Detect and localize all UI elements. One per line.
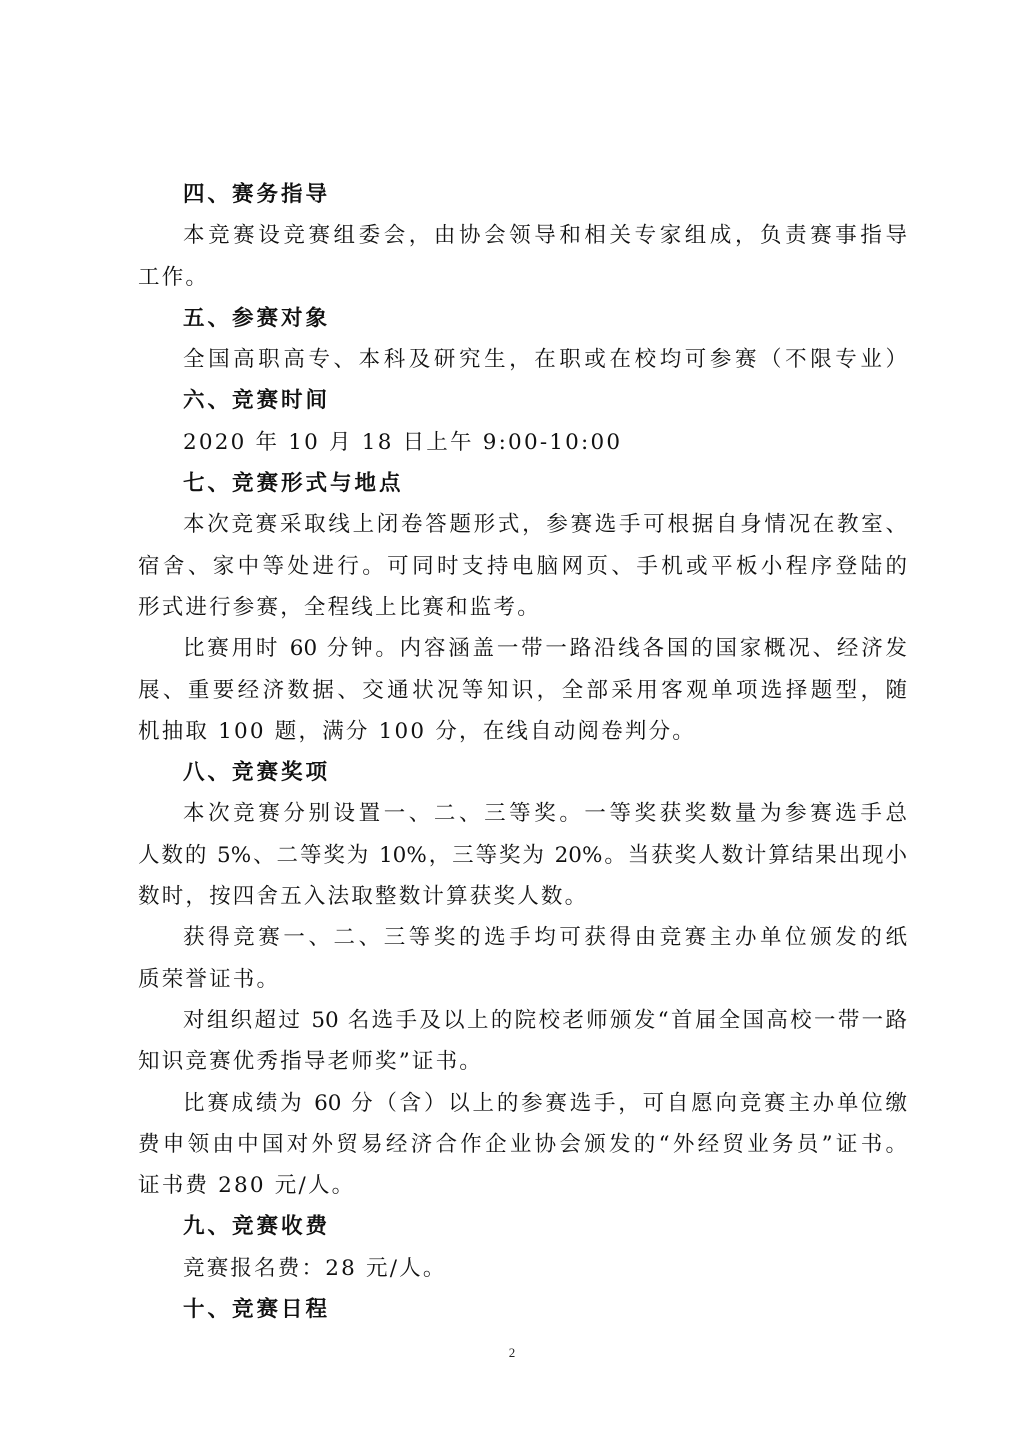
paragraph-line: 知识竞赛优秀指导老师奖”证书。 xyxy=(138,1049,483,1075)
paragraph-line: 2020 年 10 月 18 日上午 9:00-10:00 xyxy=(183,429,623,455)
paragraph-line: 本次竞赛采取线上闭卷答题形式，参赛选手可根据自身情况在教室、 xyxy=(183,512,907,538)
document-body xyxy=(138,174,907,1330)
paragraph-line: 比赛用时 60 分钟。内容涵盖一带一路沿线各国的国家概况、经济发 xyxy=(183,636,907,662)
paragraph-line: 质荣誉证书。 xyxy=(138,966,281,992)
section-heading-7: 七、竞赛形式与地点 xyxy=(183,471,404,497)
paragraph-line: 证书费 280 元/人。 xyxy=(138,1173,356,1199)
paragraph-line: 形式进行参赛，全程线上比赛和监考。 xyxy=(138,594,541,620)
paragraph-line: 展、重要经济数据、交通状况等知识，全部采用客观单项选择题型，随 xyxy=(138,677,907,703)
paragraph-line: 数时，按四舍五入法取整数计算获奖人数。 xyxy=(138,884,589,910)
paragraph-line: 宿舍、家中等处进行。可同时支持电脑网页、手机或平板小程序登陆的 xyxy=(138,553,907,579)
paragraph-line: 对组织超过 50 名选手及以上的院校老师颁发“首届全国高校一带一路 xyxy=(183,1007,907,1033)
paragraph-line: 全国高职高专、本科及研究生，在职或在校均可参赛（不限专业） xyxy=(183,347,907,373)
paragraph-line: 获得竞赛一、二、三等奖的选手均可获得由竞赛主办单位颁发的纸 xyxy=(183,925,907,951)
paragraph-line: 人数的 5%、二等奖为 10%，三等奖为 20%。当获奖人数计算结果出现小 xyxy=(138,842,907,868)
paragraph-line: 工作。 xyxy=(138,264,210,290)
paragraph-line: 费申领由中国对外贸易经济合作企业协会颁发的“外经贸业务员”证书。 xyxy=(138,1131,907,1157)
paragraph-line: 比赛成绩为 60 分（含）以上的参赛选手，可自愿向竞赛主办单位缴 xyxy=(183,1090,907,1116)
paragraph-line: 竞赛报名费：28 元/人。 xyxy=(183,1255,447,1281)
paragraph-line: 本竞赛设竞赛组委会，由协会领导和相关专家组成，负责赛事指导 xyxy=(183,223,907,249)
section-heading-9: 九、竞赛收费 xyxy=(183,1214,331,1240)
paragraph-line: 机抽取 100 题，满分 100 分，在线自动阅卷判分。 xyxy=(138,718,697,744)
section-heading-5: 五、参赛对象 xyxy=(183,305,331,331)
section-heading-10: 十、竞赛日程 xyxy=(183,1297,331,1323)
section-heading-8: 八、竞赛奖项 xyxy=(183,760,331,786)
section-heading-6: 六、竞赛时间 xyxy=(183,388,331,414)
section-heading-4: 四、赛务指导 xyxy=(183,182,331,207)
page-number: 2 xyxy=(508,1345,516,1360)
paragraph-line: 本次竞赛分别设置一、二、三等奖。一等奖获奖数量为参赛选手总 xyxy=(183,801,907,827)
